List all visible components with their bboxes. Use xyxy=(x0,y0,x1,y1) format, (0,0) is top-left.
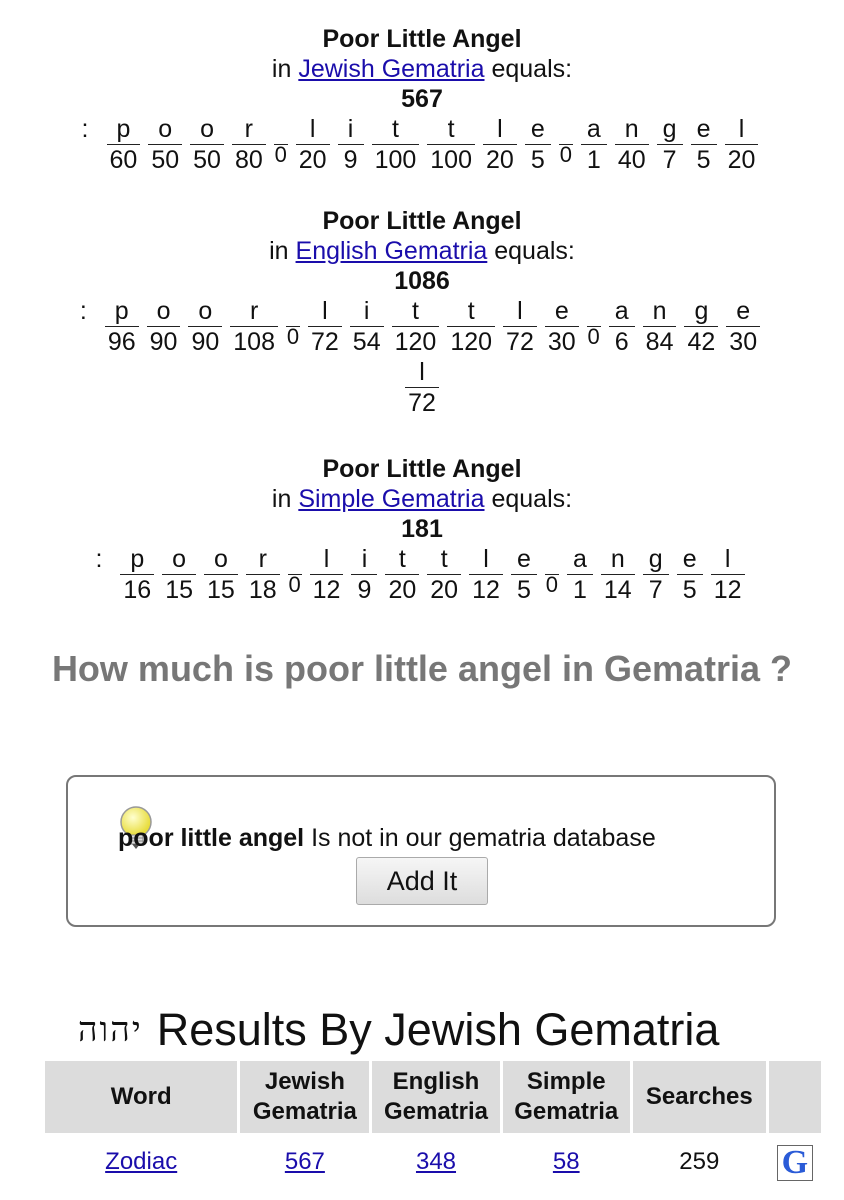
letter-char: l xyxy=(483,545,489,573)
letter-char: l xyxy=(322,297,328,325)
results-title: Results By Jewish Gematria xyxy=(156,1004,720,1055)
letter-value: 120 xyxy=(392,326,440,357)
letter-char: o xyxy=(200,115,214,143)
letter-char: r xyxy=(249,297,259,325)
letter-char: l xyxy=(309,115,316,143)
letter-cell xyxy=(469,544,503,605)
jewish-value-link[interactable]: 567 xyxy=(284,1148,325,1176)
space-value: 0 xyxy=(274,142,287,167)
letter-value: 18 xyxy=(246,574,280,605)
col-jewish-gematria: Jewish Gematria xyxy=(239,1060,371,1135)
letter-cell xyxy=(615,114,649,175)
letter-char: e xyxy=(530,115,545,143)
letter-cell xyxy=(230,296,278,357)
section-subline xyxy=(0,236,844,266)
notice-text: Is not in our gematria database xyxy=(311,824,656,852)
letter-value: 20 xyxy=(483,144,517,175)
add-it-button[interactable]: Add It xyxy=(356,857,488,905)
letter-value: 50 xyxy=(148,144,182,175)
breakdown-colon: : xyxy=(79,297,87,325)
letter-value: 9 xyxy=(351,574,377,605)
letter-value: 90 xyxy=(147,326,181,357)
subline-prefix: in xyxy=(269,237,289,265)
letter-char: r xyxy=(258,545,267,573)
section-title: Poor Little Angel xyxy=(322,25,522,53)
letter-value: 5 xyxy=(511,574,537,605)
letter-cell xyxy=(147,296,181,357)
letter-value: 80 xyxy=(232,144,266,175)
letter-char: p xyxy=(116,115,131,143)
letter-cell xyxy=(350,296,384,357)
letter-value: 15 xyxy=(162,574,196,605)
letter-char: i xyxy=(363,297,370,325)
letter-value: 7 xyxy=(657,144,683,175)
letter-char: o xyxy=(198,297,213,325)
space-value: 0 xyxy=(559,142,572,167)
letter-value: 14 xyxy=(601,574,635,605)
letter-value: 40 xyxy=(615,144,649,175)
section-total: 181 xyxy=(401,515,443,543)
results-table xyxy=(42,1058,824,1192)
english-value-link[interactable]: 348 xyxy=(415,1148,457,1176)
simple-value-link[interactable]: 58 xyxy=(552,1148,580,1176)
letter-value: 42 xyxy=(684,326,718,357)
letter-value: 60 xyxy=(107,144,141,175)
letter-cell xyxy=(310,544,344,605)
letter-value: 1 xyxy=(581,144,607,175)
letter-value: 120 xyxy=(447,326,495,357)
letter-cell xyxy=(405,357,439,418)
section-title: Poor Little Angel xyxy=(322,207,522,235)
letter-char: n xyxy=(652,297,667,325)
letter-cell xyxy=(162,544,196,605)
letter-char: n xyxy=(610,545,625,573)
letter-value: 72 xyxy=(405,387,439,418)
letter-breakdown xyxy=(0,114,844,175)
space-value: 0 xyxy=(288,572,301,597)
subline-prefix: in xyxy=(271,55,292,83)
letter-value: 1 xyxy=(567,574,593,605)
letter-cell xyxy=(511,544,537,605)
letter-cell xyxy=(726,296,760,357)
col-english-gematria: English Gematria xyxy=(371,1060,501,1135)
letter-value: 30 xyxy=(545,326,579,357)
letter-value: 20 xyxy=(385,574,419,605)
letter-value: 50 xyxy=(190,144,224,175)
letter-cell xyxy=(372,114,420,175)
english-gematria-link[interactable]: English Gematria xyxy=(295,237,488,265)
letter-char: t xyxy=(391,115,399,143)
space-value: 0 xyxy=(587,324,600,349)
subline-suffix: equals: xyxy=(491,485,573,513)
letter-cell xyxy=(232,114,266,175)
letter-char: r xyxy=(244,115,253,143)
letter-cell xyxy=(351,544,377,605)
col-search-link xyxy=(767,1060,822,1135)
notice-message xyxy=(118,823,656,853)
section-subline xyxy=(0,54,844,84)
gematria-section-jewish xyxy=(0,24,844,175)
notice-phrase: poor little angel xyxy=(118,824,305,852)
letter-char: a xyxy=(572,545,587,573)
letter-value: 9 xyxy=(338,144,364,175)
letter-cell xyxy=(691,114,717,175)
letter-cell xyxy=(684,296,718,357)
letter-value: 20 xyxy=(427,574,461,605)
letter-cell xyxy=(545,296,579,357)
letter-char: g xyxy=(694,297,709,325)
letter-cell xyxy=(567,544,593,605)
breakdown-colon: : xyxy=(81,115,89,143)
letter-char: o xyxy=(213,545,228,573)
letter-value: 12 xyxy=(310,574,344,605)
letter-char: p xyxy=(114,297,129,325)
space-cell xyxy=(274,114,288,165)
letter-value: 12 xyxy=(711,574,745,605)
letter-cell xyxy=(105,296,139,357)
letter-char: g xyxy=(648,545,663,573)
letter-cell xyxy=(385,544,419,605)
space-cell xyxy=(288,544,302,595)
letter-char: l xyxy=(724,545,731,573)
letter-value: 5 xyxy=(691,144,717,175)
letter-cell xyxy=(427,544,461,605)
letter-cell xyxy=(581,114,607,175)
letter-char: l xyxy=(517,297,523,325)
letter-value: 90 xyxy=(188,326,222,357)
letter-cell xyxy=(204,544,238,605)
letter-value: 12 xyxy=(469,574,503,605)
letter-value: 7 xyxy=(643,574,669,605)
letter-char: l xyxy=(419,358,425,386)
section-title: Poor Little Angel xyxy=(322,455,522,483)
space-cell xyxy=(286,296,300,347)
results-header xyxy=(78,1000,719,1060)
letter-char: l xyxy=(323,545,330,573)
letter-char: i xyxy=(347,115,354,143)
letter-cell xyxy=(190,114,224,175)
letter-value: 96 xyxy=(105,326,139,357)
letter-value: 100 xyxy=(427,144,475,175)
breakdown-colon: : xyxy=(95,545,103,573)
letter-cell xyxy=(609,296,635,357)
space-value: 0 xyxy=(545,572,559,597)
letter-char: t xyxy=(467,297,475,325)
letter-cell xyxy=(677,544,703,605)
letter-char: i xyxy=(361,545,368,573)
simple-gematria-link[interactable]: Simple Gematria xyxy=(298,485,485,513)
letter-value: 15 xyxy=(204,574,238,605)
letter-char: a xyxy=(614,297,629,325)
hebrew-yhvh-logo: יהוה xyxy=(78,1010,143,1050)
letter-char: o xyxy=(172,545,187,573)
space-cell xyxy=(559,114,573,165)
letter-cell xyxy=(525,114,551,175)
letter-char: e xyxy=(736,297,751,325)
letter-value: 108 xyxy=(230,326,278,357)
letter-char: e xyxy=(696,115,711,143)
gematria-section-english xyxy=(0,206,844,418)
letter-cell xyxy=(447,296,495,357)
letter-value: 84 xyxy=(643,326,677,357)
letter-cell xyxy=(120,544,154,605)
col-word: Word xyxy=(44,1060,239,1135)
letter-cell xyxy=(308,296,342,357)
section-total: 1086 xyxy=(394,267,450,295)
subline-suffix: equals: xyxy=(494,237,575,265)
subline-prefix: in xyxy=(271,485,292,513)
letter-breakdown xyxy=(0,544,844,605)
letter-cell xyxy=(107,114,141,175)
space-cell xyxy=(545,544,559,595)
letter-cell xyxy=(427,114,475,175)
google-icon[interactable]: G xyxy=(777,1145,813,1181)
page-question: How much is poor little angel in Gematria ? xyxy=(51,648,793,689)
letter-value: 5 xyxy=(525,144,551,175)
word-link[interactable]: Zodiac xyxy=(105,1148,178,1176)
letter-value: 72 xyxy=(503,326,537,357)
letter-cell xyxy=(601,544,635,605)
letter-char: t xyxy=(411,297,419,325)
letter-value: 5 xyxy=(677,574,703,605)
letter-cell xyxy=(148,114,182,175)
letter-breakdown-overflow xyxy=(0,357,844,418)
letter-char: o xyxy=(156,297,171,325)
letter-cell xyxy=(711,544,745,605)
not-in-database-notice xyxy=(66,775,776,927)
letter-char: a xyxy=(586,115,601,143)
table-row xyxy=(44,1135,823,1191)
letter-cell xyxy=(725,114,759,175)
letter-value: 6 xyxy=(609,326,635,357)
letter-cell xyxy=(643,296,677,357)
letter-char: e xyxy=(682,545,697,573)
letter-cell xyxy=(392,296,440,357)
letter-value: 30 xyxy=(726,326,760,357)
space-cell xyxy=(587,296,601,347)
letter-value: 54 xyxy=(350,326,384,357)
section-subline xyxy=(0,484,844,514)
letter-cell xyxy=(483,114,517,175)
letter-char: n xyxy=(624,115,639,143)
letter-value: 20 xyxy=(725,144,759,175)
letter-cell xyxy=(188,296,222,357)
letter-char: t xyxy=(398,545,406,573)
letter-cell xyxy=(338,114,364,175)
letter-cell xyxy=(657,114,683,175)
letter-cell xyxy=(643,544,669,605)
letter-value: 16 xyxy=(120,574,154,605)
space-value: 0 xyxy=(286,324,300,349)
letter-char: e xyxy=(554,297,569,325)
col-simple-gematria: Simple Gematria xyxy=(501,1060,631,1135)
letter-char: t xyxy=(447,115,455,143)
results-table-header xyxy=(44,1060,823,1135)
letter-value: 72 xyxy=(308,326,342,357)
searches-count: 259 xyxy=(631,1135,767,1191)
subline-suffix: equals: xyxy=(491,55,573,83)
letter-char: t xyxy=(440,545,448,573)
section-total: 567 xyxy=(401,85,443,113)
letter-value: 100 xyxy=(372,144,420,175)
col-searches: Searches xyxy=(631,1060,767,1135)
jewish-gematria-link[interactable]: Jewish Gematria xyxy=(298,55,485,83)
letter-cell xyxy=(246,544,280,605)
letter-cell xyxy=(296,114,330,175)
letter-char: l xyxy=(497,115,503,143)
gematria-section-simple xyxy=(0,454,844,605)
letter-cell xyxy=(503,296,537,357)
letter-breakdown xyxy=(0,296,844,357)
letter-char: p xyxy=(130,545,145,573)
letter-char: l xyxy=(738,115,745,143)
letter-char: o xyxy=(158,115,173,143)
letter-char: g xyxy=(662,115,677,143)
letter-char: e xyxy=(516,545,531,573)
letter-value: 20 xyxy=(296,144,330,175)
